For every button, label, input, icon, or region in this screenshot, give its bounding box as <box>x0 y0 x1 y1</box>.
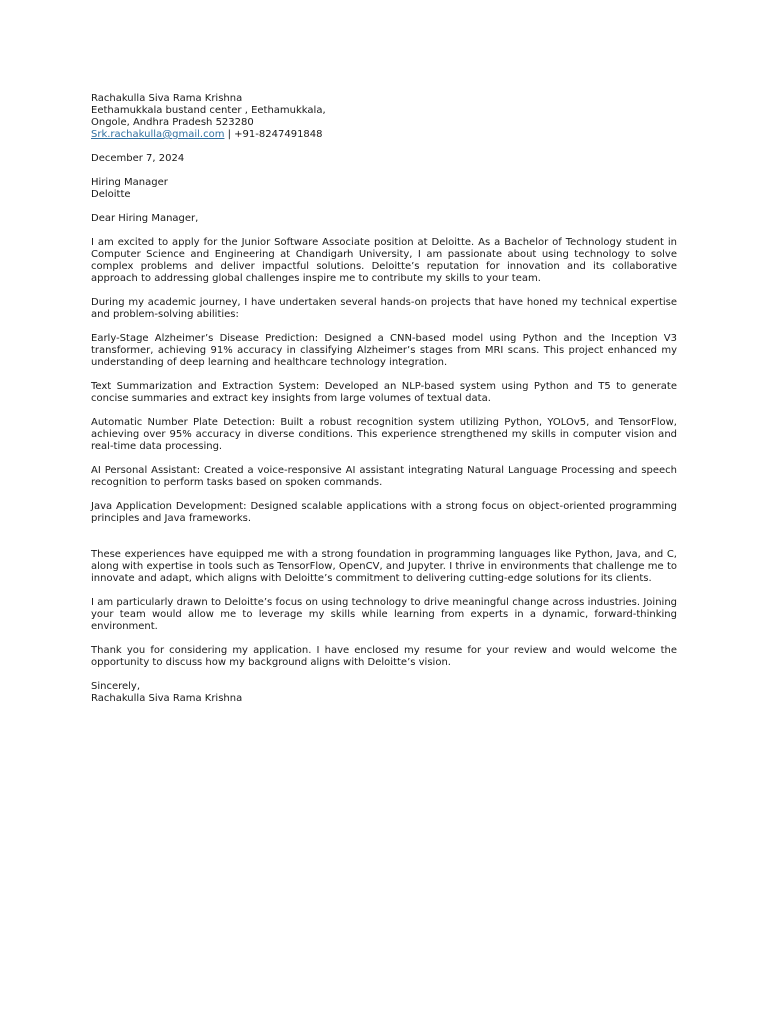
paragraph-skills: These experiences have equipped me with a strong foundation in programming languages like Python, Java, and C, along with expertise in tools such as TensorFlow, OpenCV, and Jupyter. I thrive in environments that challenge me to innovate and adapt, which aligns with Deloitte’s commitment to delivering cutting-edge solutions for its clients. <box>91 549 677 584</box>
paragraph-thanks: Thank you for considering my application. I have enclosed my resume for your review and would welcome the opportunity to discuss how my background aligns with Deloitte’s vision. <box>91 645 677 668</box>
salutation-block <box>91 213 677 225</box>
recipient-title: Hiring Manager <box>91 177 168 188</box>
sender-phone: | +91-8247491848 <box>224 129 323 140</box>
sender-block <box>91 93 677 141</box>
recipient-company: Deloitte <box>91 189 131 200</box>
paragraph-motivation: I am particularly drawn to Deloitte’s focus on using technology to drive meaningful change across industries. Joining your team would allow me to leverage my skills while learning from experts in a dynamic, forward-thinking environment. <box>91 597 677 632</box>
sender-email-link[interactable]: Srk.rachakulla@gmail.com <box>91 129 225 140</box>
date-block <box>91 153 677 165</box>
recipient-block <box>91 177 677 201</box>
salutation: Dear Hiring Manager, <box>91 213 199 224</box>
letter-body <box>91 237 677 669</box>
signature-name: Rachakulla Siva Rama Krishna <box>91 693 243 704</box>
paragraph-project-alzheimers: Early-Stage Alzheimer’s Disease Prediction: Designed a CNN-based model using Python and the Inception V3 transformer, achieving 91% accuracy in classifying Alzheimer’s stages from MRI scans. This project enhanced my understanding of deep learning and healthcare technology integration. <box>91 333 677 368</box>
paragraph-project-ai-assistant: AI Personal Assistant: Created a voice-responsive AI assistant integrating Natural Language Processing and speech recognition to perform tasks based on spoken commands. <box>91 465 677 488</box>
sender-contact-line <box>91 129 677 141</box>
closing-block <box>91 681 677 705</box>
paragraph-project-text-summarization: Text Summarization and Extraction System: Developed an NLP-based system using Python and T5 to generate concise summaries and extract key insights from large volumes of textual data. <box>91 381 677 404</box>
paragraph-intro: I am excited to apply for the Junior Software Associate position at Deloitte. As a Bachelor of Technology student in Computer Science and Engineering at Chandigarh University, I am passionate about using technology to solve complex problems and deliver impactful solutions. Deloitte’s reputation for innovation and its collaborative approach to addressing global challenges inspire me to contribute my skills to your team. <box>91 237 677 284</box>
letter-date: December 7, 2024 <box>91 153 185 164</box>
paragraph-project-java: Java Application Development: Designed scalable applications with a strong focus on object-oriented programming principles and Java frameworks. <box>91 501 677 524</box>
paragraph-projects-intro: During my academic journey, I have undertaken several hands-on projects that have honed my technical expertise and problem-solving abilities: <box>91 297 677 320</box>
sender-address-line1: Eethamukkala bustand center , Eethamukkala, <box>91 105 326 116</box>
paragraph-project-number-plate: Automatic Number Plate Detection: Built a robust recognition system utilizing Python, YOLOv5, and TensorFlow, achieving over 95% accuracy in diverse conditions. This experience strengthened my skills in computer vision and real-time data processing. <box>91 417 677 452</box>
sender-address-line2: Ongole, Andhra Pradesh 523280 <box>91 117 254 128</box>
sender-name: Rachakulla Siva Rama Krishna <box>91 93 243 104</box>
closing: Sincerely, <box>91 681 141 692</box>
